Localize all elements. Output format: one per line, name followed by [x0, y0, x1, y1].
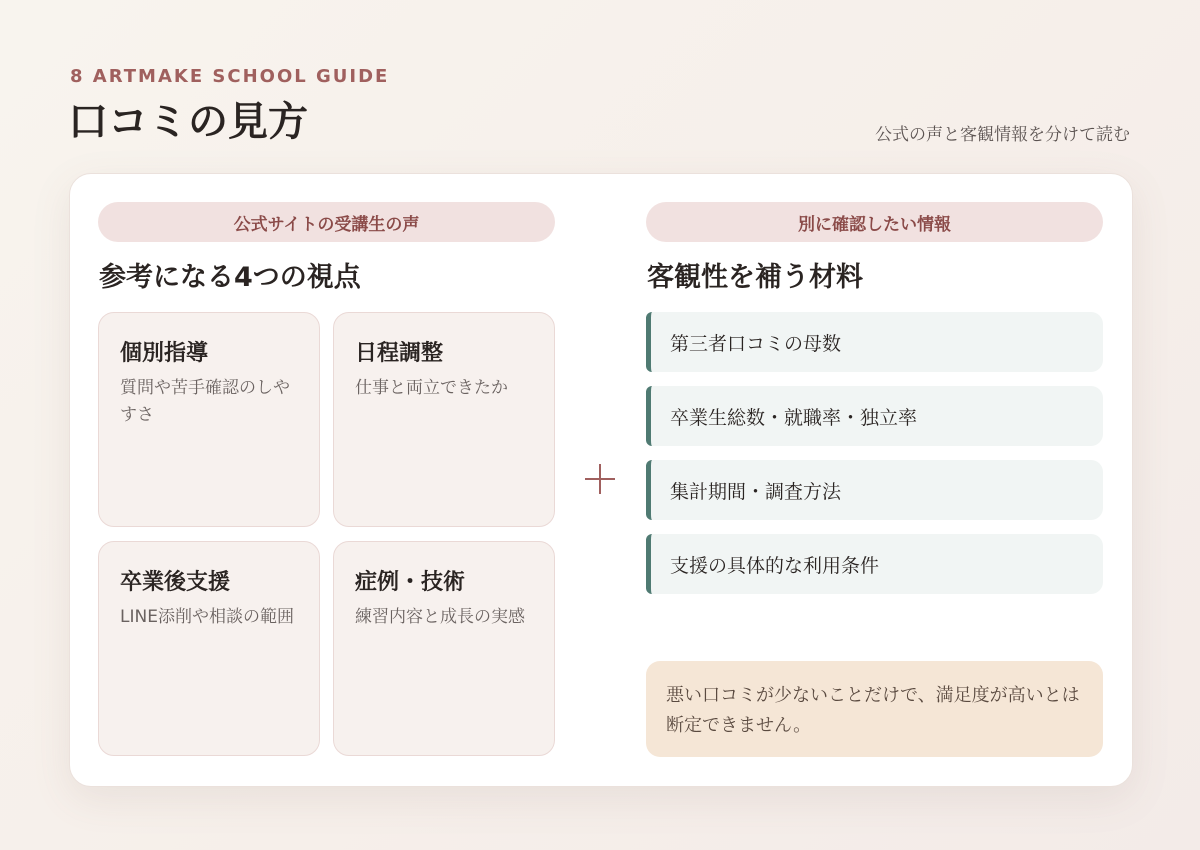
content-card — [69, 173, 1133, 787]
list-item: 集計期間・調査方法 — [646, 460, 1103, 520]
official-voices-pill: 公式サイトの受講生の声 — [98, 202, 555, 242]
tile-schedule — [333, 312, 555, 527]
tile-individual-guidance — [98, 312, 320, 527]
tile-description: 仕事と両立できたか — [355, 378, 508, 398]
page-subtitle: 公式の声と客観情報を分けて読む — [875, 125, 1130, 145]
list-item: 支援の具体的な利用条件 — [646, 534, 1103, 594]
perspectives-heading: 参考になる4つの視点 — [99, 262, 361, 293]
tile-post-graduation-support — [98, 541, 320, 756]
tile-description: 質問や苦手確認のしやすさ — [120, 378, 290, 425]
plus-icon — [585, 464, 615, 494]
eyebrow: 8 ARTMAKE SCHOOL GUIDE — [70, 66, 390, 87]
objective-list — [646, 312, 1103, 608]
tile-title: 日程調整 — [355, 341, 444, 366]
tile-title: 個別指導 — [120, 341, 209, 366]
objective-materials-heading: 客観性を補う材料 — [647, 262, 863, 293]
list-item: 卒業生総数・就職率・独立率 — [646, 386, 1103, 446]
list-item: 第三者口コミの母数 — [646, 312, 1103, 372]
tile-description: 練習内容と成長の実感 — [355, 607, 525, 627]
perspectives-grid — [98, 312, 555, 758]
tile-title: 症例・技術 — [355, 570, 466, 595]
caution-note: 悪い口コミが少ないことだけで、満足度が高いとは断定できません。 — [646, 661, 1103, 757]
page-title: 口コミの見方 — [68, 99, 308, 145]
additional-info-pill: 別に確認したい情報 — [646, 202, 1103, 242]
tile-cases-technique — [333, 541, 555, 756]
tile-description: LINE添削や相談の範囲 — [120, 607, 294, 627]
tile-title: 卒業後支援 — [120, 570, 231, 595]
